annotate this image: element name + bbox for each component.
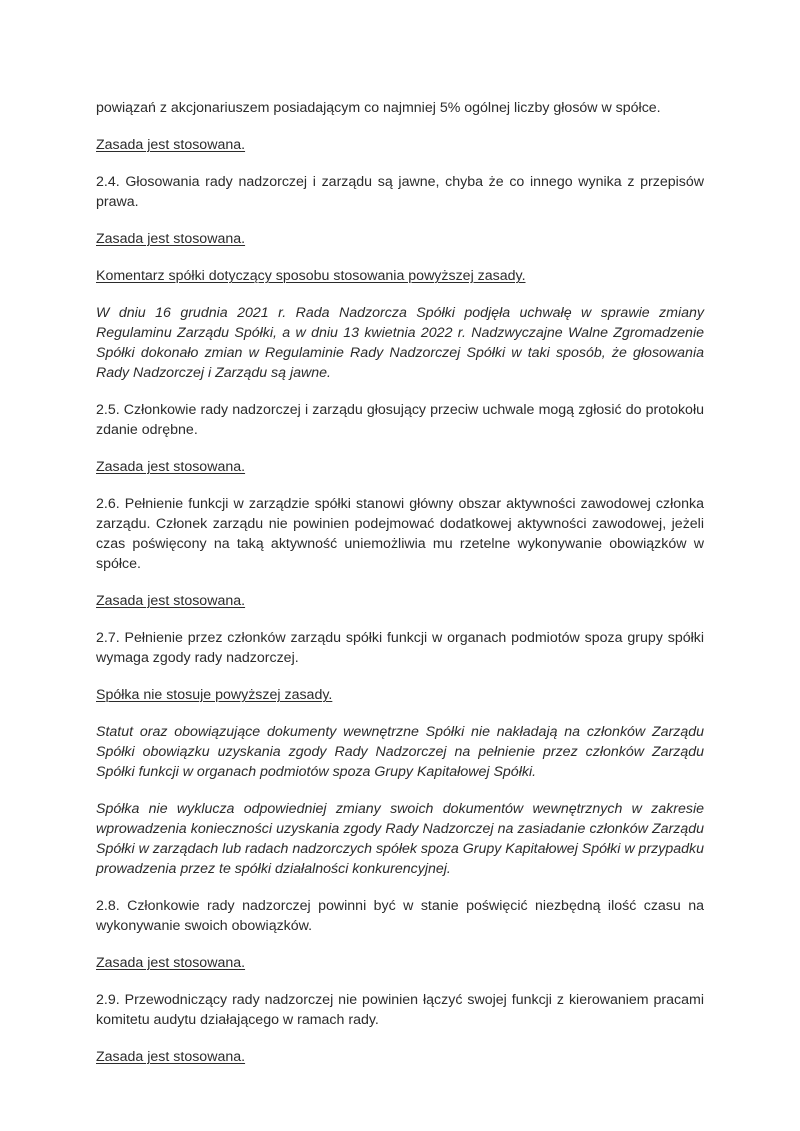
paragraph-2-7: 2.7. Pełnienie przez członków zarządu spółki funkcji w organach podmiotów spoza grupy spółki wymaga zgody rady nadzorczej. xyxy=(96,630,704,666)
status-2-4: Zasada jest stosowana. xyxy=(96,231,246,247)
comment-2-7-a: Statut oraz obowiązujące dokumenty wewnętrzne Spółki nie nakładają na członków Zarządu Spółki obowiązku uzyskania zgody Rady Nadzorczej na pełnienie przez członków Zarządu Spółki funkcji w organach podmiotów spoza Grupy Kapitałowej Spółki. xyxy=(96,724,704,780)
comment-2-4: W dniu 16 grudnia 2021 r. Rada Nadzorcza Spółki podjęła uchwałę w sprawie zmiany Regulaminu Zarządu Spółki, a w dniu 13 kwietnia 2022 r. Nadzwyczajne Walne Zgromadzenie Spółki dokonało zmian w Regulaminie Rady Nadzorczej Spółki w taki sposób, że głosowania Rady Nadzorczej i Zarządu są jawne. xyxy=(96,305,704,381)
comment-2-7-b: Spółka nie wyklucza odpowiedniej zmiany swoich dokumentów wewnętrznych w zakresie wprowadzenia konieczności uzyskania zgody Rady Nadzorczej na zasiadanie członków Zarządu Spółki w zarządach lub radach nadzorczych spółek spoza Grupy Kapitałowej Spółki w przypadku prowadzenia przez te spółki działalności konkurencyjnej. xyxy=(96,801,705,877)
paragraph-2-8: 2.8. Członkowie rady nadzorczej powinni być w stanie poświęcić niezbędną ilość czasu na wykonywanie swoich obowiązków. xyxy=(96,898,704,934)
status-2-8: Zasada jest stosowana. xyxy=(96,955,246,971)
paragraph-2-6: 2.6. Pełnienie funkcji w zarządzie spółki stanowi główny obszar aktywności zawodowej członka zarządu. Członek zarządu nie powinien podejmować dodatkowej aktywności zawodowej, jeżeli czas poświęcony na taką aktywność uniemożliwia mu rzetelne wykonywanie obowiązków w spółce. xyxy=(96,496,704,572)
paragraph-2-4: 2.4. Głosowania rady nadzorczej i zarządu są jawne, chyba że co innego wynika z przepisów prawa. xyxy=(96,174,704,210)
comment-heading-2-4: Komentarz spółki dotyczący sposobu stosowania powyższej zasady. xyxy=(96,268,526,284)
status-2-9: Zasada jest stosowana. xyxy=(96,1049,246,1065)
paragraph-2-5: 2.5. Członkowie rady nadzorczej i zarządu głosujący przeciw uchwale mogą zgłosić do protokołu zdanie odrębne. xyxy=(96,402,704,438)
status-2-3: Zasada jest stosowana. xyxy=(96,137,246,153)
status-2-7: Spółka nie stosuje powyższej zasady. xyxy=(96,687,333,703)
status-2-6: Zasada jest stosowana. xyxy=(96,593,246,609)
paragraph-2-3-continued: powiązań z akcjonariuszem posiadającym co najmniej 5% ogólnej liczby głosów w spółce. xyxy=(96,100,661,116)
document-page xyxy=(96,98,704,1084)
paragraph-2-9: 2.9. Przewodniczący rady nadzorczej nie powinien łączyć swojej funkcji z kierowaniem pracami komitetu audytu działającego w ramach rady. xyxy=(96,992,704,1028)
status-2-5: Zasada jest stosowana. xyxy=(96,459,246,475)
